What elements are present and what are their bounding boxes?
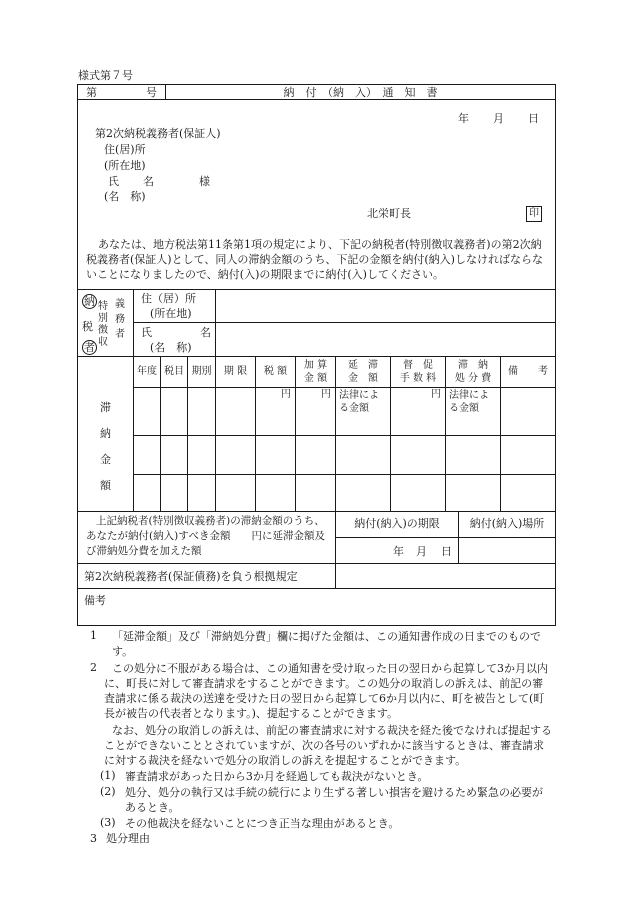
deadline-year: 年 [393,545,404,558]
taxpayer-address-alt: (所在地) [150,307,192,320]
taxpayer-name-alt: (名 称) [150,341,192,354]
addressee-address-alt: (所在地) [104,159,146,172]
header-tax-amount: 税 額 [263,366,288,377]
header-remarks: 備 考 [508,366,548,377]
taxpayer-name-a: 氏 [141,326,152,339]
header-due: 期 限 [223,366,248,377]
header-disposal-fee: 滞 納 処 分 費 [454,360,492,384]
special-char-2: 別 [98,313,108,324]
subitem-1-number: (1) [100,769,116,782]
number-suffix: 号 [146,86,157,99]
seal-mark: 印 [526,206,542,222]
note-1-number: 1 [90,629,97,642]
obligor-char-3: 者 [115,329,125,340]
special-char-4: 収 [98,337,108,348]
subitem-1-text: 審査請求があった日から3か月を経過しても裁決がないとき。 [125,770,429,783]
arrears-col-3 [215,356,216,511]
arrears-col-9 [500,356,501,511]
summary-bottom [77,563,556,564]
subitem-2-number: (2) [100,785,116,798]
frame-right [555,84,556,625]
addressee-name-b: 名 [143,175,154,188]
header-demand-fee: 督 促 手 数 料 [399,360,437,384]
addressee-name-a: 氏 [108,175,119,188]
issuer-name: 北栄町長 [367,207,411,220]
addressee-honorific: 様 [199,175,210,188]
arrears-label-4: 額 [100,479,111,492]
summary-text: 上記納税者(特別徴収義務者)の滞納金額のうち、あなたが納付(納入)すべき金額 円に延滞金額及び滞納処分費を加えた額 [86,515,325,557]
unit-tax-amount: 円 [281,389,291,400]
late-fee-legal-amount: 法律によ る金額 [339,390,379,414]
arrears-col-4 [255,356,256,511]
payment-place-label: 納付(納入)場所 [469,517,545,530]
date-month: 月 [493,112,504,125]
note-2-supplement: なお、処分の取消しの訴えは、前記の審査請求に対する裁決を経た後でなければ提起することができないこととされていますが、次の各号のいずれかに該当するときは、審査請求に対する裁決を経ないで処分の取消しの訴えを提起することができます。 [104,724,552,767]
note-3-text: 処分理由 [106,832,150,845]
frame-top [77,84,556,85]
obligor-char-2: 務 [115,314,125,325]
basis-label: 第2次納税義務者(保証債務)を負う根拠規定 [84,570,298,583]
taxpayer-label-2: 税 [82,320,93,333]
addressee-name-alt: (名 称) [104,190,146,203]
body-paragraph: あなたは、地方税法第11条第1項の規定により、下記の納税者(特別徴収義務者)の第2次納税義務者(保証人)として、同人の滞納金額のうち、下記の金額を納付(納入)しなければならないことになりましたので、納付(入)の期限までに納付(入)してください。 [86,238,543,281]
taxpayer-field-divider [215,289,216,356]
arrears-col-2 [187,356,188,511]
header-late-fee: 延 滞 金 額 [348,360,378,384]
remarks-label: 備考 [84,594,106,607]
header-surcharge: 加 算 金 額 [303,360,328,384]
arrears-label-2: 納 [100,427,111,440]
deadline-month: 月 [416,545,427,558]
arrears-bottom [77,511,556,512]
taxpayer-name-b: 名 [200,326,211,339]
arrears-header-bottom [133,387,556,388]
note-1-text: 「延滞金額」及び「滞納処分費」欄に掲げた金額は、この通知書作成の日までのものです。 [112,630,541,658]
addressee-address-label: 住(居)所 [104,143,146,156]
deadline-label: 納付(納入)の期限 [354,517,440,530]
special-char-1: 特 [98,301,108,312]
summary-mid [336,537,556,538]
number-label: 第 [86,86,97,99]
taxpayer-mid [133,322,556,323]
arrears-row-1 [133,435,556,436]
taxpayer-address-label: 住（居）所 [141,292,196,305]
unit-surcharge: 円 [321,389,331,400]
subitem-3-text: その他裁決を経ないことにつき正当な理由があるとき。 [125,817,400,830]
addressee-role: 第2次納税義務者(保証人) [95,127,221,140]
note-2-number: 2 [90,661,97,674]
date-year: 年 [458,112,469,125]
note-3-number: 3 [90,832,97,845]
deadline-day: 日 [441,545,452,558]
subitem-3-number: (3) [100,816,116,829]
taxpayer-bottom [77,356,556,357]
arrears-label-1: 滞 [100,401,111,414]
subitem-2-text: 処分、処分の執行又は手続の続行により生ずる著しい損害を避けるため緊急の必要があるとき。 [125,786,543,814]
taxpayer-label-divider [133,289,134,356]
arrears-row-2 [133,474,556,475]
basis-bottom [77,588,556,589]
taxpayer-label-3: 者 [84,341,95,354]
taxpayer-top [77,289,556,290]
arrears-col-1 [160,356,161,511]
frame-bottom [77,625,556,626]
note-2-text: この処分に不服がある場合は、この通知書を受け取った日の翌日から起算して3か月以内に、町長に対して審査請求をすることができます。この処分の取消しの訴えは、前記の審査請求に係る裁決の送達を受けた日の翌日から起算して6か月以内に、町を被告として(町長が被告の代表者となります。)、提起することができます。 [104,662,548,720]
taxpayer-label-1: 納 [84,295,95,308]
disposal-fee-legal-amount: 法律によ る金額 [449,390,489,414]
special-char-3: 徴 [98,325,108,336]
arrears-label-3: 金 [100,453,111,466]
header-tax-item: 税目 [164,366,184,377]
form-number: 様式第７号 [78,69,133,82]
header-period: 期別 [191,366,212,377]
document-title: 納 付 （納 入） 通 知 書 [283,86,438,99]
arrears-col-0 [133,356,134,511]
frame-left [77,84,78,625]
unit-demand-fee: 円 [431,389,441,400]
header-year: 年度 [137,366,157,377]
date-day: 日 [528,112,539,125]
obligor-char-1: 義 [115,299,125,310]
